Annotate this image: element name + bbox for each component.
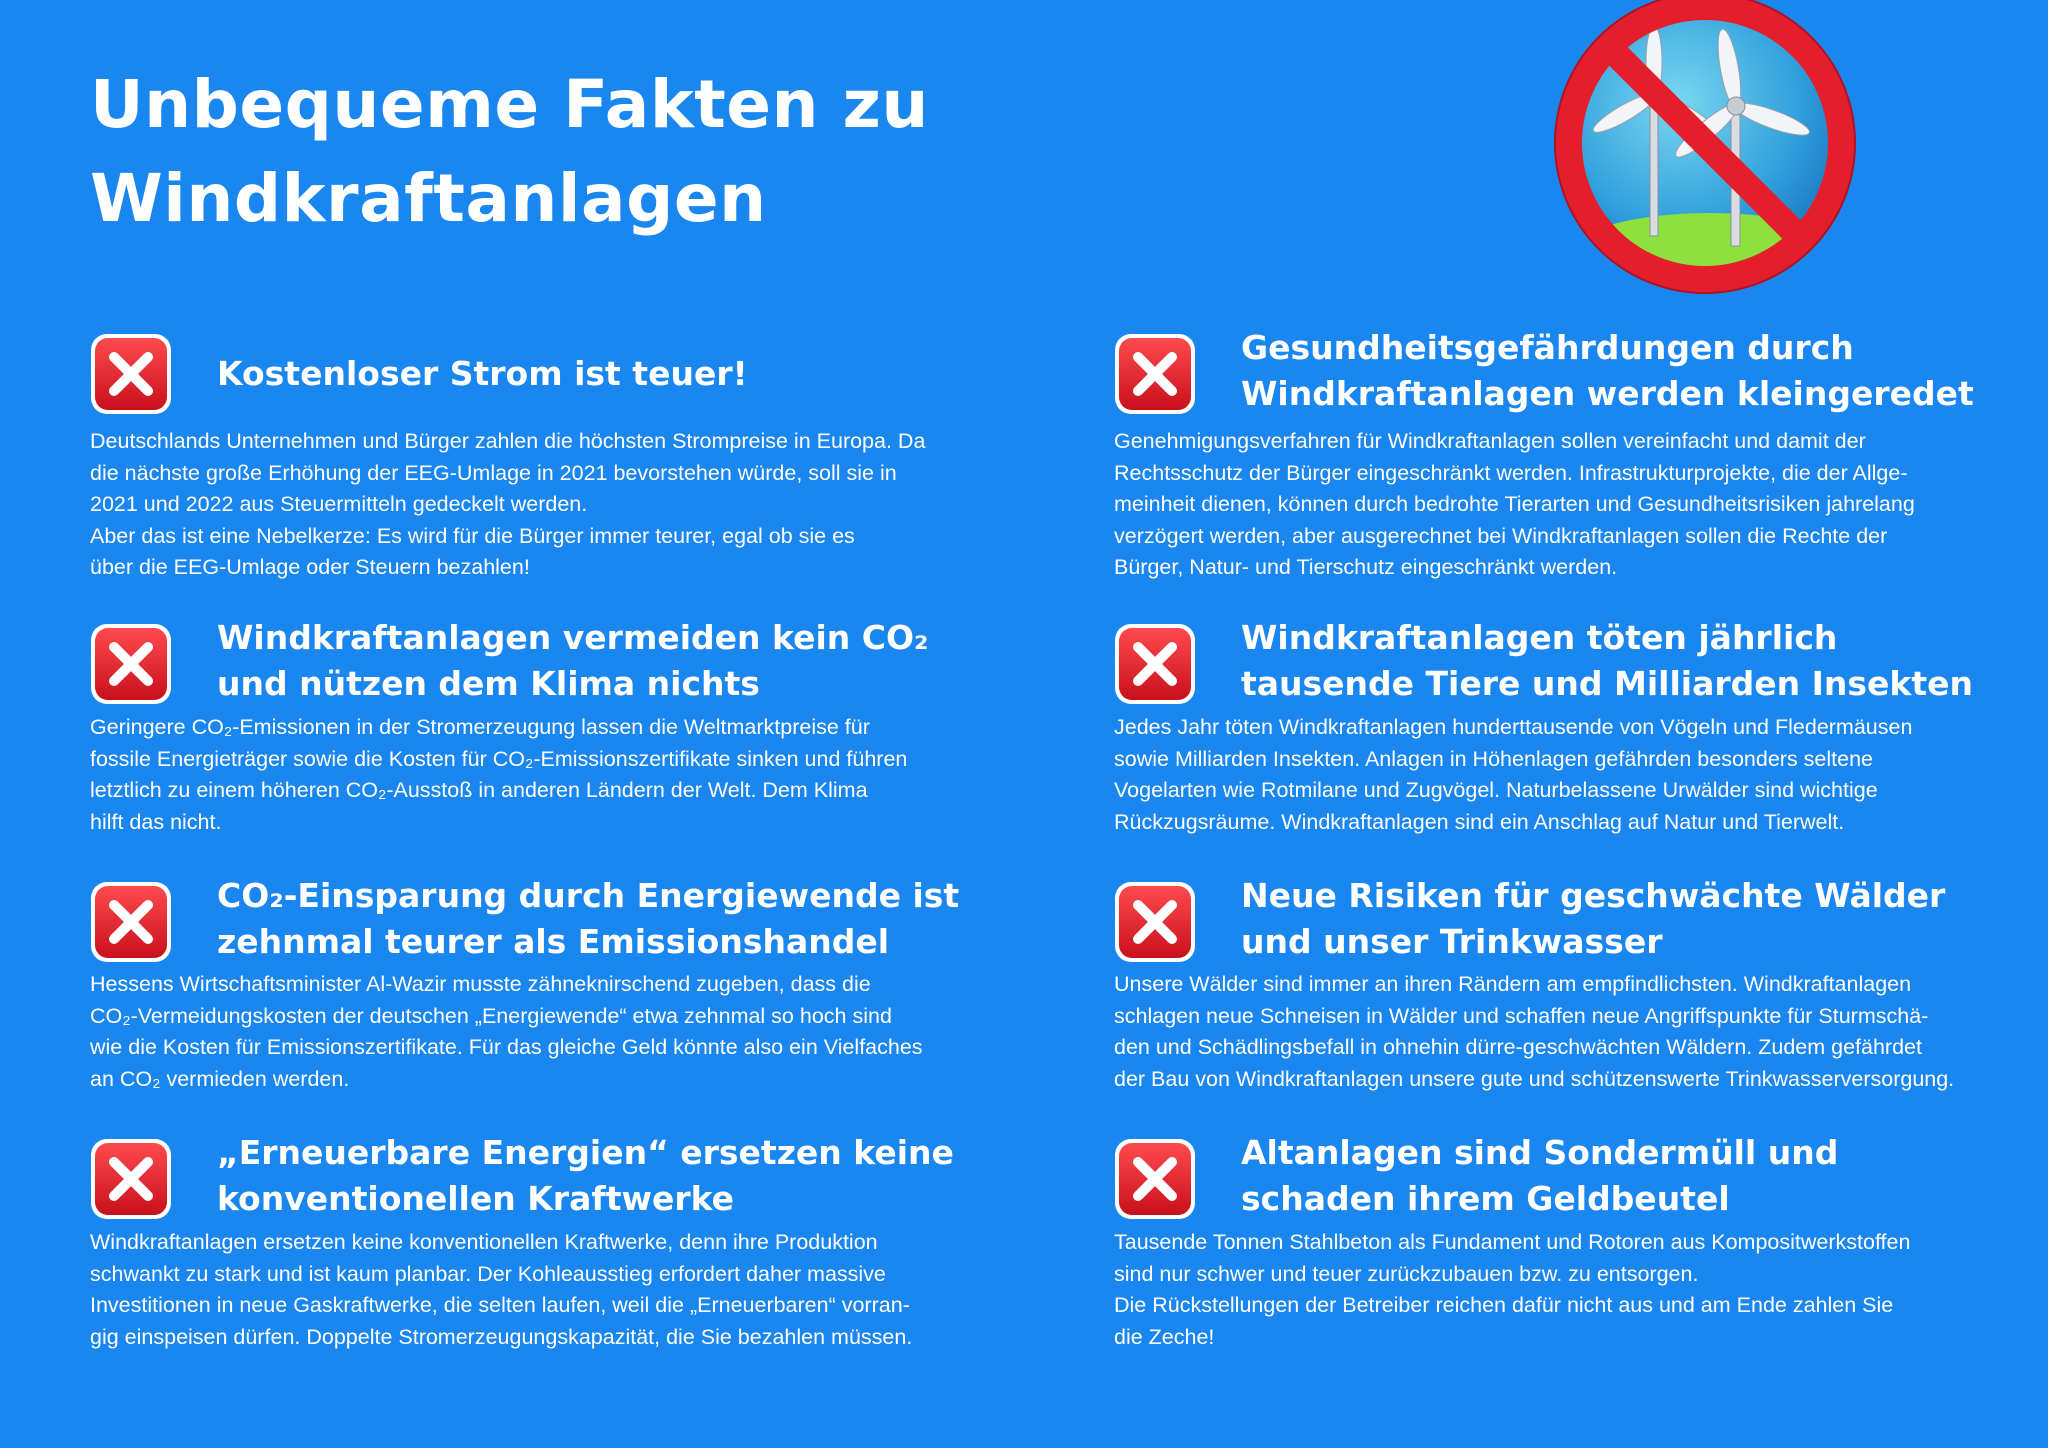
fact-body-line: sowie Milliarden Insekten. Anlagen in Höhenlagen gefährden besonders seltene <box>1114 746 1873 771</box>
fact-body <box>90 712 950 838</box>
fact-heading-line: tausende Tiere und Milliarden Insekten <box>1241 664 1973 703</box>
fact-heading-line: Kostenloser Strom ist teuer! <box>217 354 748 393</box>
fact-body-line: Tausende Tonnen Stahlbeton als Fundament und Rotoren aus Kompositwerkstoffen <box>1114 1230 1911 1254</box>
fact-body-line: sind nur schwer und teuer zurückzubauen bzw. zu entsorgen. <box>1114 1261 1699 1286</box>
fact-body-line: fossile Energieträger sowie die Kosten für CO₂-Emissionszertifikate sinken und führen <box>90 746 908 771</box>
fact-body-line: meinheit dienen, können durch bedrohte Tierarten und Gesundheitsrisiken jahrelang <box>1114 492 1915 516</box>
red-x-icon <box>90 881 172 963</box>
red-x-icon <box>1114 623 1196 705</box>
fact-body-line: Die Rückstellungen der Betreiber reichen dafür nicht aus und am Ende zahlen Sie <box>1114 1293 1894 1317</box>
fact-body-line: Bürger, Natur- und Tierschutz eingeschränkt werden. <box>1114 555 1618 579</box>
fact-body-line: Investitionen in neue Gaskraftwerke, die selten laufen, weil die „Erneuerbaren“ vorran- <box>90 1293 910 1317</box>
fact-body-line: Rückzugsräume. Windkraftanlagen sind ein Anschlag auf Natur und Tierwelt. <box>1114 809 1845 834</box>
fact-heading <box>217 351 957 397</box>
fact-heading-line: schaden ihrem Geldbeutel <box>1241 1179 1730 1218</box>
fact-heading-line: CO₂-Einsparung durch Energiewende ist <box>217 876 960 915</box>
fact-body-line: verzögert werden, aber ausgerechnet bei Windkraftanlagen sollen die Rechte der <box>1114 523 1888 548</box>
red-x-icon <box>90 623 172 705</box>
fact-body-line: an CO₂ vermieden werden. <box>90 1066 350 1091</box>
red-x-icon <box>1114 1138 1196 1220</box>
fact-body-line: der Bau von Windkraftanlagen unsere gute und schützenswerte Trinkwasserversorgung. <box>1114 1066 1955 1091</box>
fact-body-line: die Zeche! <box>1114 1324 1215 1349</box>
page-title-line-1: Unbequeme Fakten zu <box>90 66 929 143</box>
fact-body-line: Hessens Wirtschaftsminister Al-Wazir musste zähneknirschend zugeben, dass die <box>90 972 871 996</box>
fact-heading-line: Windkraftanlagen töten jährlich <box>1241 618 1838 657</box>
fact-body-line: über die EEG-Umlage oder Steuern bezahlen! <box>90 555 530 579</box>
no-wind-turbine-icon <box>1540 0 1870 308</box>
fact-heading-line: Gesundheitsgefährdungen durch <box>1241 328 1854 367</box>
fact-heading-line: „Erneuerbare Energien“ ersetzen keine <box>217 1133 954 1172</box>
fact-body <box>90 969 950 1095</box>
red-x-icon <box>1114 333 1196 415</box>
fact-heading <box>1241 873 1981 965</box>
fact-heading <box>217 1130 957 1222</box>
fact-body <box>90 426 950 584</box>
fact-heading-line: und nützen dem Klima nichts <box>217 664 760 703</box>
red-x-icon <box>90 1138 172 1220</box>
fact-heading <box>1241 615 1981 707</box>
fact-heading-line: zehnmal teurer als Emissionshandel <box>217 922 890 961</box>
fact-body-line: CO₂-Vermeidungskosten der deutschen „Energiewende“ etwa zehnmal so hoch sind <box>90 1003 892 1028</box>
fact-body-line: den und Schädlingsbefall in ohnehin dürre-geschwächten Wäldern. Zudem gefährdet <box>1114 1035 1922 1059</box>
red-x-icon <box>1114 881 1196 963</box>
fact-heading-line: konventionellen Kraftwerke <box>217 1179 735 1218</box>
fact-heading <box>1241 1130 1981 1222</box>
fact-body <box>1114 426 1974 584</box>
fact-heading <box>1241 325 1981 417</box>
fact-heading-line: Windkraftanlagen werden kleingeredet <box>1241 374 1974 413</box>
fact-body-line: Aber das ist eine Nebelkerze: Es wird für die Bürger immer teurer, egal ob sie es <box>90 523 855 548</box>
fact-heading-line: und unser Trinkwasser <box>1241 922 1663 961</box>
fact-body <box>1114 969 1974 1095</box>
fact-body-line: wie die Kosten für Emissionszertifikate. Für das gleiche Geld könnte also ein Vielfaches <box>90 1035 923 1059</box>
fact-body-line: die nächste große Erhöhung der EEG-Umlage in 2021 bevorstehen würde, soll sie in <box>90 460 897 485</box>
fact-body-line: Jedes Jahr töten Windkraftanlagen hunderttausende von Vögeln und Fledermäusen <box>1114 715 1913 739</box>
fact-body-line: gig einspeisen dürfen. Doppelte Stromerzeugungskapazität, die Sie bezahlen müssen. <box>90 1324 913 1349</box>
fact-body-line: 2021 und 2022 aus Steuermitteln gedeckelt werden. <box>90 492 588 516</box>
page-title <box>90 58 929 246</box>
fact-body-line: Genehmigungsverfahren für Windkraftanlagen sollen vereinfacht und damit der <box>1114 429 1866 453</box>
fact-body-line: schwankt zu stark und ist kaum planbar. Der Kohleausstieg erfordert daher massive <box>90 1261 886 1286</box>
fact-body-line: Unsere Wälder sind immer an ihren Rändern am empfindlichsten. Windkraftanlagen <box>1114 972 1912 996</box>
fact-body-line: Rechtsschutz der Bürger eingeschränkt werden. Infrastrukturprojekte, die der Allge- <box>1114 460 1908 485</box>
fact-body <box>1114 712 1974 838</box>
fact-heading <box>217 873 960 965</box>
fact-body-line: letztlich zu einem höheren CO₂-Ausstoß in anderen Ländern der Welt. Dem Klima <box>90 778 868 802</box>
fact-heading-line: Altanlagen sind Sondermüll und <box>1241 1133 1839 1172</box>
fact-heading-line: Windkraftanlagen vermeiden kein CO₂ <box>217 618 929 657</box>
fact-body-line: Geringere CO₂-Emissionen in der Stromerzeugung lassen die Weltmarktpreise für <box>90 715 870 739</box>
fact-body-line: schlagen neue Schneisen in Wälder und schaffen neue Angriffspunkte für Sturmschä- <box>1114 1003 1929 1028</box>
fact-heading-line: Neue Risiken für geschwächte Wälder <box>1241 876 1946 915</box>
fact-body-line: Deutschlands Unternehmen und Bürger zahlen die höchsten Strompreise in Europa. Da <box>90 429 926 453</box>
red-x-icon <box>90 333 172 415</box>
fact-body-line: Windkraftanlagen ersetzen keine konventionellen Kraftwerke, denn ihre Produktion <box>90 1230 878 1254</box>
fact-body <box>1114 1227 1974 1353</box>
fact-body-line: Vogelarten wie Rotmilane und Zugvögel. Naturbelassene Urwälder sind wichtige <box>1114 778 1878 802</box>
fact-body <box>90 1227 950 1353</box>
page-title-line-2: Windkraftanlagen <box>90 160 767 237</box>
fact-body-line: hilft das nicht. <box>90 809 222 834</box>
fact-heading <box>217 615 957 707</box>
